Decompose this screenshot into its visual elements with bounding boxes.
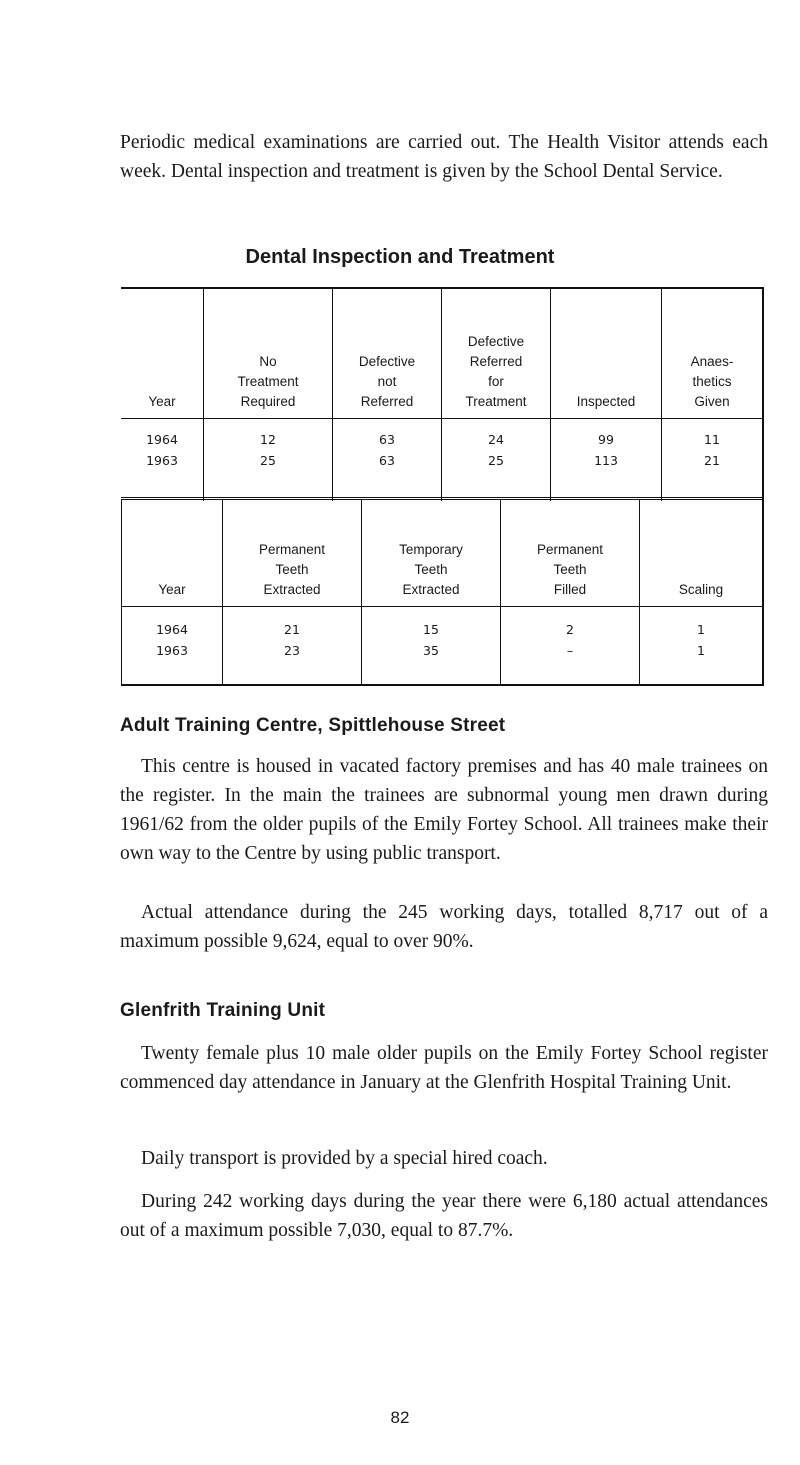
dental-table-title: Dental Inspection and Treatment	[245, 246, 555, 268]
header-scaling: Scaling	[640, 499, 764, 607]
table-row	[121, 450, 763, 501]
teeth-treatment-table	[121, 497, 764, 686]
cell-year: 1963	[146, 453, 178, 468]
glenfrith-paragraph-3: During 242 working days during the year there were 6,180 actual attendances out of a maximum possible 7,030, equal to 87.7%.	[120, 1191, 768, 1241]
header-defective-referred-for-treatment: Defective Referred for Treatment	[442, 288, 551, 419]
header-year: Year	[121, 288, 204, 419]
header-anaesthetics-given: Anaes- thetics Given	[662, 288, 764, 419]
cell-year: 1964	[156, 622, 188, 637]
cell-permanent-extracted: 21	[223, 607, 362, 641]
page-number: 82	[390, 1408, 410, 1427]
header-year: Year	[122, 499, 223, 607]
header-defective-not-referred: Defective not Referred	[333, 288, 442, 419]
cell-permanent-extracted: 23	[223, 640, 362, 685]
header-inspected: Inspected	[551, 288, 662, 419]
cell-defective-not-referred: 63	[333, 419, 442, 451]
table-header-row	[121, 288, 763, 419]
adult-training-paragraph-2: Actual attendance during the 245 working days, totalled 8,717 out of a maximum possible 9,624, equal to over 90%.	[120, 902, 768, 952]
header-permanent-teeth-extracted: Permanent Teeth Extracted	[223, 499, 362, 607]
adult-training-paragraph-1: This centre is housed in vacated factory premises and has 40 male trainees on the register. In the main the trainees are subnormal young men drawn during 1961/62 from the older pupils of the Emily Fortey School. All trainees make their own way to the Centre by using public transport.	[120, 756, 768, 864]
table-row	[122, 607, 764, 641]
cell-defective-not-referred: 63	[333, 450, 442, 501]
table-row	[121, 419, 763, 451]
dental-inspection-table	[121, 287, 764, 501]
table-row	[122, 640, 764, 685]
glenfrith-paragraph-1: Twenty female plus 10 male older pupils on the Emily Fortey School register commenced day attendance in January at the Glenfrith Hospital Training Unit.	[120, 1043, 768, 1093]
header-temporary-teeth-extracted: Temporary Teeth Extracted	[362, 499, 501, 607]
cell-no-treatment: 25	[204, 450, 333, 501]
cell-scaling: 1	[640, 640, 764, 685]
cell-defective-referred: 24	[442, 419, 551, 451]
cell-no-treatment: 12	[204, 419, 333, 451]
header-permanent-teeth-filled: Permanent Teeth Filled	[501, 499, 640, 607]
cell-temporary-extracted: 35	[362, 640, 501, 685]
cell-temporary-extracted: 15	[362, 607, 501, 641]
table-header-row	[122, 499, 764, 607]
glenfrith-paragraph-2: Daily transport is provided by a special hired coach.	[141, 1148, 548, 1169]
cell-anaesthetics: 21	[662, 450, 764, 501]
cell-year: 1964	[146, 432, 178, 447]
cell-scaling: 1	[640, 607, 764, 641]
cell-permanent-filled: 2	[501, 607, 640, 641]
adult-training-heading: Adult Training Centre, Spittlehouse Street	[120, 715, 506, 736]
cell-inspected: 99	[551, 419, 662, 451]
cell-year: 1963	[156, 643, 188, 658]
intro-paragraph: Periodic medical examinations are carried out. The Health Visitor attends each week. Dental inspection and treatment is given by the School Dental Service.	[120, 132, 768, 182]
cell-defective-referred: 25	[442, 450, 551, 501]
cell-inspected: 113	[551, 450, 662, 501]
header-no-treatment-required: No Treatment Required	[204, 288, 333, 419]
glenfrith-heading: Glenfrith Training Unit	[120, 1000, 326, 1021]
cell-permanent-filled: –	[501, 640, 640, 685]
cell-anaesthetics: 11	[662, 419, 764, 451]
